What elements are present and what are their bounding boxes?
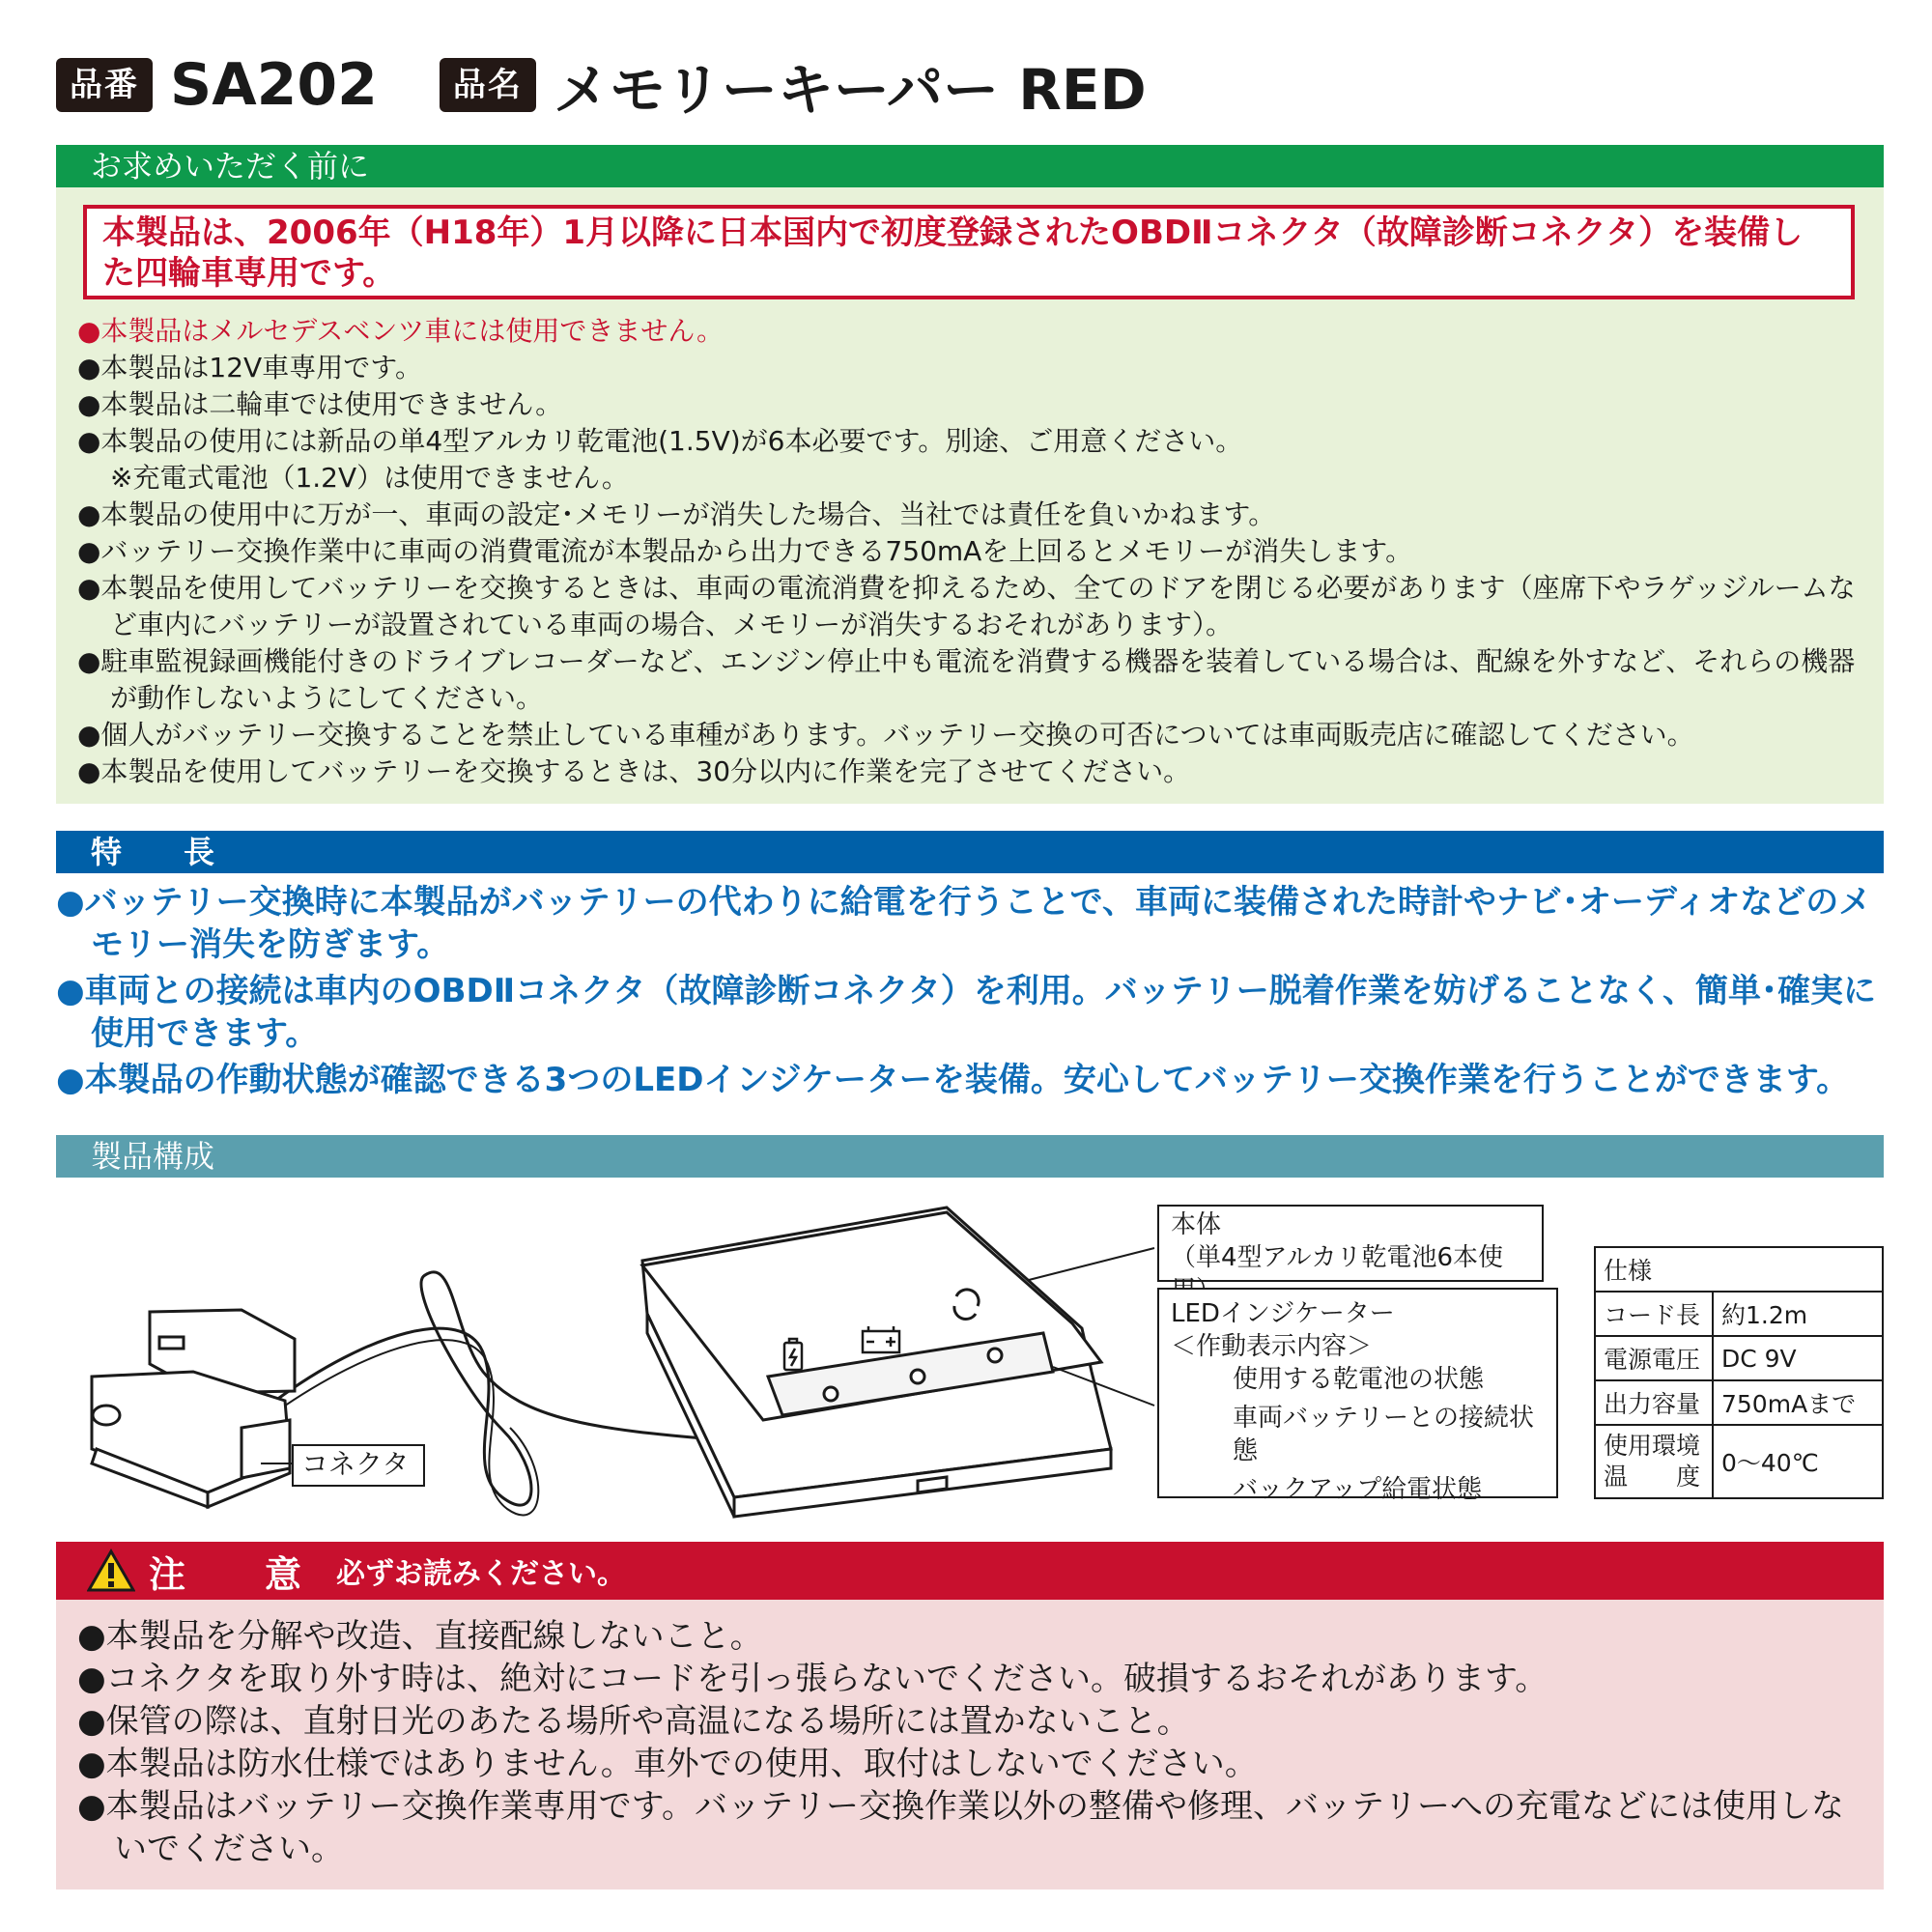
warning-icon [87,1548,135,1593]
indicator-backup-text: バックアップ給電状態 [1233,1475,1483,1504]
main-unit-label [1157,1205,1544,1282]
note-item: ●個人がバッテリー交換することを禁止している車種があります。バッテリー交換の可否については車両販売店に確認してください。 [77,719,1694,751]
feature-item: ●本製品の作動状態が確認できる3つのLEDインジケーターを装備。安心してバッテリー交換作業を行うことができます。 [56,1061,1850,1099]
section-caution [56,1600,1884,1889]
section-before-purchase-header: お求めいただく前に [56,145,1884,187]
led-title: LEDインジケーター [1171,1299,1395,1328]
connector-drawing [92,1310,295,1507]
note-subtext: ※充電式電池（1.2V）は使用できません。 [110,462,629,494]
note-item: ●本製品を使用してバッテリーを交換するときは、車両の電流消費を抑えるため、全てのドアを閉じる必要があります（座席下やラゲッジルームなど車内にバッテリーが設置されている車両の場合、メモリーが消失するおそれがあります）。 [77,572,1856,640]
caution-subtitle: 必ずお読みください。 [336,1557,627,1591]
led-indicator-label [1157,1288,1558,1504]
note-item: ●本製品は12V車専用です。 [77,352,422,384]
note-item: ●本製品は二輪車では使用できません。 [77,388,563,420]
main-unit-drawing [642,1208,1111,1517]
code-tag: 品番 [56,58,153,112]
section-caution-header [56,1542,1884,1600]
caution-item: ●本製品を分解や改造、直接配線しないこと。 [77,1617,763,1656]
indicator-vehicle-text: 車両バッテリーとの接続状態 [1233,1404,1535,1465]
spec-row [1595,1292,1883,1336]
note-item: ●本製品の使用中に万が一、車両の設定･メモリーが消失した場合、当社では責任を負いかねます。 [77,498,1276,530]
note-item: ●本製品はメルセデスベンツ車には使用できません。 [77,315,724,347]
spec-value: 0〜40℃ [1713,1425,1883,1498]
note-item: ●バッテリー交換作業中に車両の消費電流が本製品から出力できる750mAを上回るとメモリーが消失します。 [77,535,1413,567]
section-components-header: 製品構成 [56,1135,1884,1178]
spec-value: 750mAまで [1713,1380,1883,1425]
feature-item: ●バッテリー交換時に本製品がバッテリーの代わりに給電を行うことで、車両に装備された時計やナビ･オーディオなどのメモリー消失を防ぎます。 [56,883,1872,964]
spec-value: DC 9V [1713,1336,1883,1380]
spec-row [1595,1336,1883,1380]
spec-row [1595,1380,1883,1425]
caution-item: ●保管の際は、直射日光のあたる場所や高温になる場所には置かないこと。 [77,1702,1190,1741]
compatibility-notice: 本製品は、2006年（H18年）1月以降に日本国内で初度登録されたOBDⅡコネクタ（故障診断コネクタ）を装備した四輪車専用です。 [83,205,1855,299]
note-item: ●駐車監視録画機能付きのドライブレコーダーなど、エンジン停止中も電流を消費する機器を装着している場合は、配線を外すなど、それらの機器が動作しないようにしてください。 [77,645,1856,714]
spec-key: コード長 [1595,1292,1713,1336]
led-subtitle: ＜作動表示内容＞ [1171,1332,1373,1361]
spec-key: 温 度 [1604,1463,1701,1491]
caution-item: ●本製品はバッテリー交換作業専用です。バッテリー交換作業以外の整備や修理、バッテリーへの充電などには使用しないでください。 [77,1787,1844,1868]
spec-row [1595,1425,1883,1498]
connector-label: コネクタ [292,1444,425,1487]
spec-key: 使用環境 [1604,1432,1701,1460]
caution-list [77,1615,1874,1870]
main-unit-title: 本体 [1171,1210,1222,1239]
caution-item: ●本製品は防水仕様ではありません。車外での使用、取付はしないでください。 [77,1745,1258,1783]
product-code: SA202 [170,51,378,119]
note-text: ●本製品の使用には新品の単4型アルカリ乾電池(1.5V)が6本必要です。別途、ご用意ください。 [77,425,1243,457]
caution-title: 注 意 [149,1552,324,1596]
section-features-header: 特 長 [56,831,1884,873]
spec-value: 約1.2m [1713,1292,1883,1336]
indicator-battery-text: 使用する乾電池の状態 [1233,1365,1485,1394]
product-name: メモリーキーパー RED [553,57,1147,123]
feature-item: ●車両との接続は車内のOBDⅡコネクタ（故障診断コネクタ）を利用。バッテリー脱着作業を妨げることなく、簡単･確実に使用できます。 [56,972,1877,1053]
spec-key: 電源電圧 [1595,1336,1713,1380]
main-unit-subtitle: （単4型アルカリ乾電池6本使 [1171,1243,1504,1272]
note-item: ●本製品を使用してバッテリーを交換するときは、30分以内に作業を完了させてください。 [77,755,1191,787]
spec-key: 出力容量 [1595,1380,1713,1425]
caution-item: ●コネクタを取り外す時は、絶対にコードを引っ張らないでください。破損するおそれがあります。 [77,1660,1548,1698]
name-tag: 品名 [440,58,536,112]
spec-title: 仕様 [1595,1247,1883,1292]
spec-table [1594,1246,1884,1499]
